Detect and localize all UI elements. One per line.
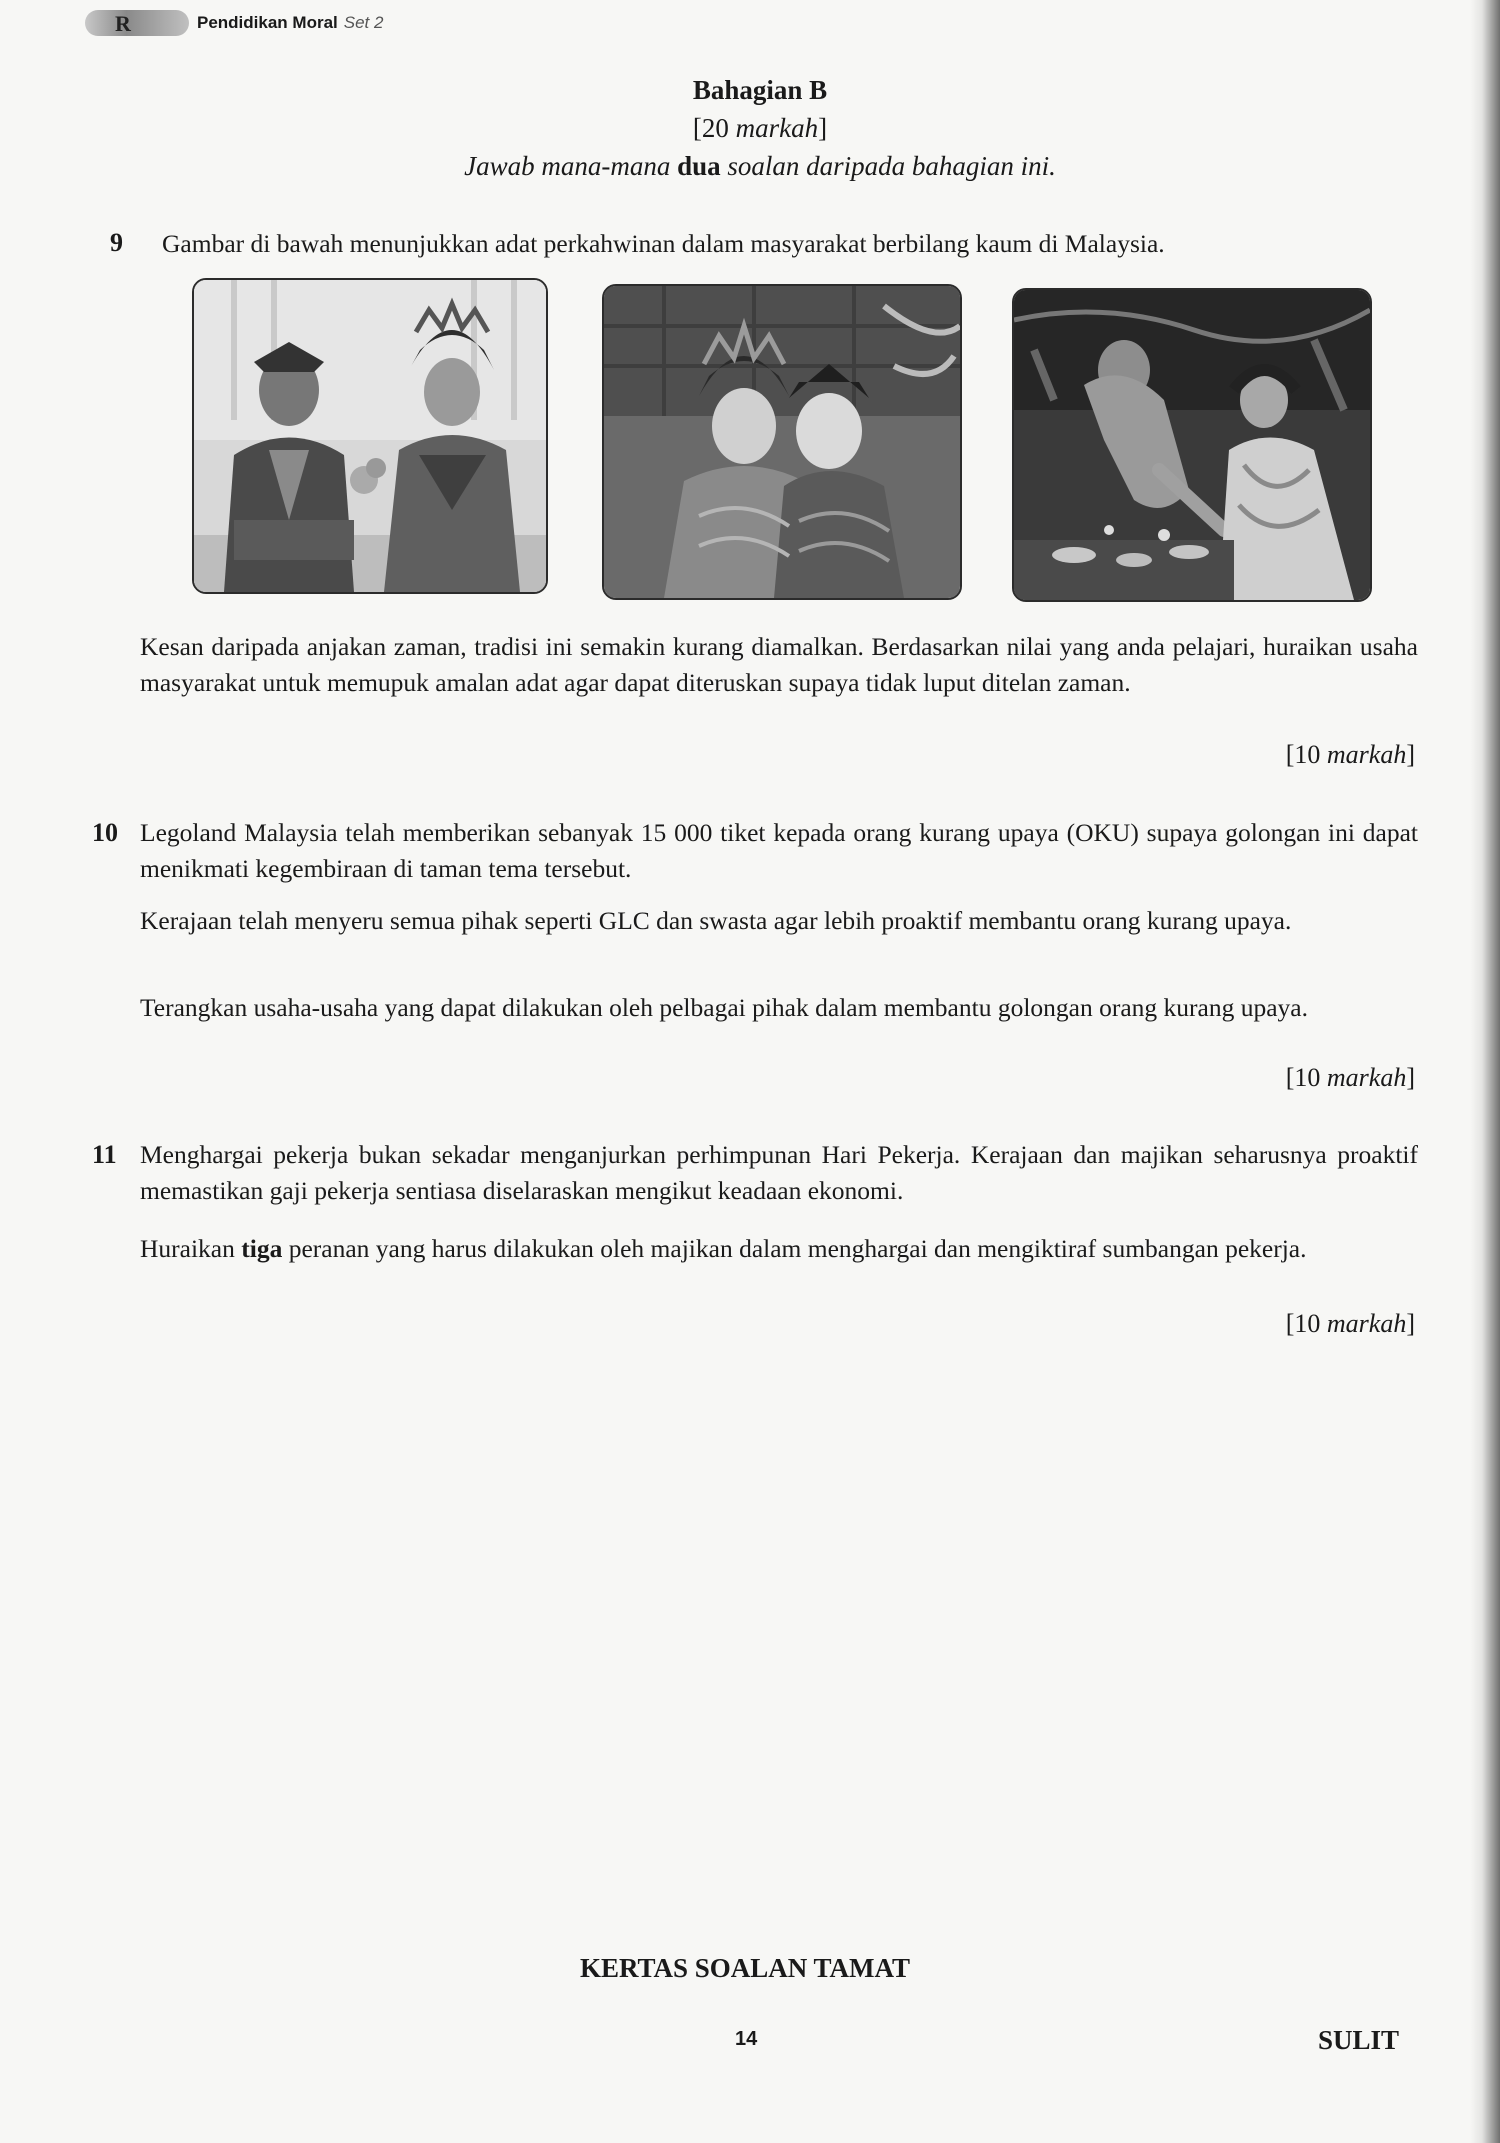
question-9-intro: Gambar di bawah menunjukkan adat perkahwinan dalam masyarakat berbilang kaum di Malaysia.: [162, 229, 1165, 258]
section-instruction: Jawab mana-mana dua soalan daripada bahagian ini.: [464, 151, 1056, 181]
question-10-paragraph-2: Kerajaan telah menyeru semua pihak seperti GLC dan swasta agar lebih proaktif membantu orang kurang upaya.: [140, 906, 1292, 935]
question-10-paragraph-3: Terangkan usaha-usaha yang dapat dilakukan oleh pelbagai pihak dalam membantu golongan orang kurang upaya.: [140, 993, 1308, 1022]
set-label: Set 2: [343, 13, 384, 32]
page-edge-shadow: [1470, 0, 1500, 2143]
question-11-paragraph-1: Menghargai pekerja bukan sekadar menganjurkan perhimpunan Hari Pekerja. Kerajaan dan majikan seharusnya proaktif memastikan gaji pekerja sentiasa diselaraskan mengikut keadaan ekonomi.: [140, 1140, 1418, 1205]
question-number-11: 11: [92, 1140, 117, 1169]
publisher-logo: [85, 10, 189, 36]
question-number-9: 9: [110, 228, 123, 257]
question-9-marks: [10 markah]: [1285, 740, 1415, 769]
question-10-paragraph-1: Legoland Malaysia telah memberikan sebanyak 15 000 tiket kepada orang kurang upaya (OKU) supaya golongan ini dapat menikmati kegembiraan di taman tema tersebut.: [140, 818, 1418, 883]
question-9-body: Kesan daripada anjakan zaman, tradisi ini semakin kurang diamalkan. Berdasarkan nilai yang anda pelajari, huraikan usaha masyarakat untuk memupuk amalan adat agar dapat diteruskan supaya tidak luput ditelan zaman.: [140, 632, 1418, 697]
section-title: Bahagian B: [692, 75, 828, 105]
question-10-marks: [10 markah]: [1285, 1063, 1415, 1092]
chinese-wedding-photo: [602, 284, 962, 600]
logo-mark: R: [115, 11, 131, 36]
classification-label: SULIT: [1318, 2025, 1400, 2055]
question-11-marks: [10 markah]: [1285, 1309, 1415, 1338]
question-11-paragraph-2: Huraikan tiga peranan yang harus dilakukan oleh majikan dalam menghargai dan mengiktiraf sumbangan pekerja.: [140, 1234, 1307, 1263]
end-of-paper-label: KERTAS SOALAN TAMAT: [579, 1953, 911, 1983]
indian-wedding-photo: [1012, 288, 1372, 602]
question-number-10: 10: [92, 818, 118, 847]
section-marks: [20 markah]: [692, 113, 828, 143]
page-number: 14: [735, 2028, 758, 2050]
subject-title: Pendidikan Moral: [197, 13, 338, 32]
malay-wedding-photo: [192, 278, 548, 594]
running-header: [85, 8, 383, 38]
